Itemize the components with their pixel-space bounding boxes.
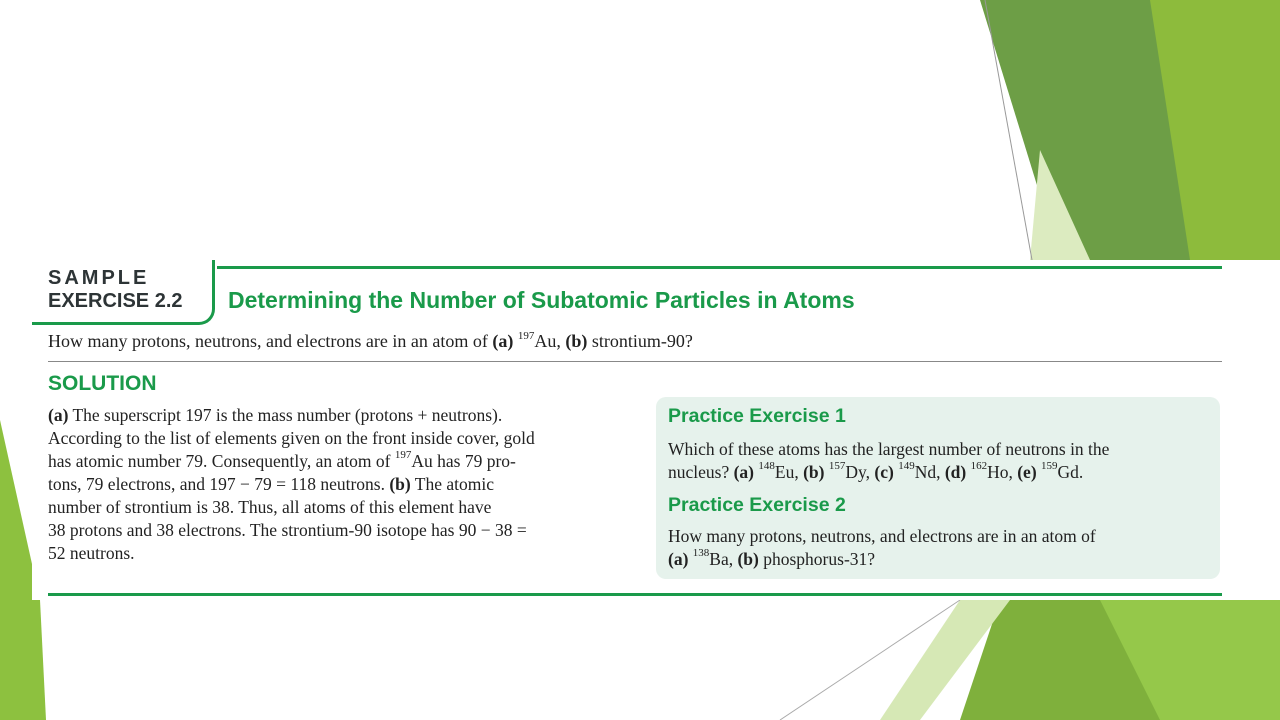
bottom-rule (48, 593, 1222, 596)
exercise-label-box (32, 260, 215, 325)
solution-heading: SOLUTION (48, 372, 157, 395)
exercise-title: Determining the Number of Subatomic Particles in Atoms (228, 287, 855, 313)
solution-line: According to the list of elements given on the front inside cover, gold (48, 428, 535, 448)
solution-text (48, 404, 628, 565)
solution-line: has atomic number 79. Consequently, an atom of $^{197}$Au has 79 pro- (48, 449, 516, 471)
exercise-number: EXERCISE 2.2 (48, 290, 183, 312)
header-rule (217, 266, 1222, 269)
practice-line: How many protons, neutrons, and electrons are in an atom of (668, 526, 1096, 546)
solution-line: number of strontium is 38. Thus, all atoms of this element have (48, 497, 492, 517)
exercise-question: How many protons, neutrons, and electrons are in an atom of (a) $^{197}$Au, (b) strontium-90? (48, 330, 693, 351)
solution-line: 38 protons and 38 electrons. The strontium-90 isotope has 90 − 38 = (48, 520, 527, 540)
practice-exercise-2-heading: Practice Exercise 2 (668, 494, 846, 516)
solution-line: 52 neutrons. (48, 543, 135, 563)
practice-exercise-1-heading: Practice Exercise 1 (668, 405, 846, 427)
sample-label: SAMPLE (48, 267, 150, 289)
section-divider (48, 361, 1222, 362)
practice-exercise-1-text (668, 438, 1213, 484)
practice-line: Which of these atoms has the largest number of neutrons in the (668, 439, 1110, 459)
practice-exercises-panel (656, 397, 1220, 579)
solution-line: (a) The superscript 197 is the mass number (protons + neutrons). (48, 405, 503, 425)
practice-line: (a) $^{138}$Ba, (b) phosphorus-31? (668, 547, 876, 569)
sample-exercise-figure (32, 260, 1232, 600)
practice-line: nucleus? (a) $^{148}$Eu, (b) $^{157}$Dy, (c) $^{149}$Nd, (d) $^{162}$Ho, (e) $^{159}$Gd. (668, 460, 1084, 482)
practice-exercise-2-text (668, 525, 1213, 571)
solution-line: tons, 79 electrons, and 197 − 79 = 118 neutrons. (b) The atomic (48, 474, 494, 494)
